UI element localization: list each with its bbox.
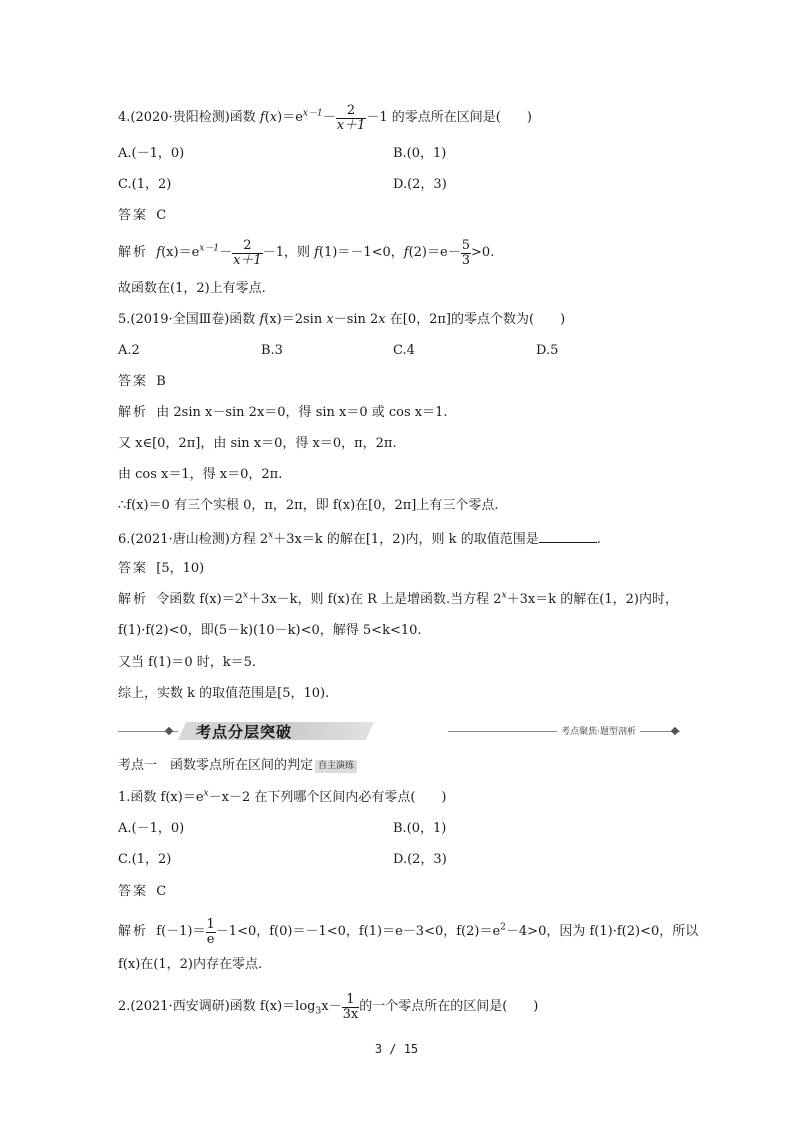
q5-solution-1: 解析 由 2sin x－sin 2x＝0，得 sin x＝0 或 cos x＝1. (118, 405, 448, 420)
q4-option-b: B.(0，1) (393, 146, 447, 161)
topic-heading: 考点一 函数零点所在区间的判定 自主演练 (118, 758, 357, 774)
topic-badge: 自主演练 (315, 760, 357, 773)
q4-solution: 解析 $f(x)=e^{x-1}-$ $\frac{2}{x+1}$ －1，则 f(1)＝－1<0，f(2)＝e－ $\frac{5}{3}$ >0. (118, 238, 495, 268)
q4-option-d: D.(2，3) (393, 177, 447, 192)
q4-solution-fraction: $\frac{2}{x+1}$ (233, 238, 262, 268)
q4-answer: 答案 C (118, 208, 167, 223)
section-tag: 考点聚焦·题型剖析 (557, 724, 640, 737)
p1-option-d: D.(2，3) (393, 852, 447, 867)
p1-option-a: A.(－1，0) (118, 821, 185, 836)
page-number: 3 / 15 (374, 1042, 419, 1056)
diamond-icon (165, 727, 173, 735)
answer-blank (539, 530, 597, 543)
p1-option-b: B.(0，1) (393, 821, 447, 836)
p1-option-c: C.(1，2) (118, 852, 172, 867)
q4-solution-fraction-2: $\frac{5}{3}$ (461, 238, 470, 268)
q6-stem: 6.(2021·唐山检测)方程 $2^x+3x=k$ 的解在[1，2)内，则 k 的取值范围是 . (118, 530, 601, 547)
section-title: 考点分层突破 (196, 723, 293, 741)
q5-option-c: C.4 (393, 343, 415, 358)
p1-stem: 1.函数 $f(x)=e^x-x-2$ 在下列哪个区间内必有零点( ) (118, 788, 447, 805)
p1-solution-1: 解析 f(－1)＝ $\frac{1}{e}$ －1<0，f(0)＝－1<0，f(1)＝e－3<0，$f(2)=e^2-4>0$，因为 f(1)·f(2)<0，所以 (118, 917, 699, 947)
p1-solution-2: f(x)在(1，2)内存在零点. (118, 957, 263, 972)
q5-answer: 答案 B (118, 374, 166, 389)
q4-stem: 4.(2020·贵阳检测)函数 $f(x)=e^{x-1}-$ $\frac{2}{x+1}$ －1 的零点所在区间是( ) (118, 103, 532, 133)
q5-option-d: D.5 (536, 343, 559, 358)
q6-answer: 答案 [5，10) (118, 561, 205, 576)
q5-solution-3: 由 cos x＝1，得 x＝0，2π. (118, 467, 283, 482)
q4-option-a: A.(－1，0) (118, 146, 185, 161)
p2-stem: 2.(2021·西安调研)函数 $f(x)=\log_3x-$ $\frac{1}{3x}$ 的一个零点所在的区间是( ) (118, 992, 539, 1022)
q5-solution-2: 又 x∈[0，2π]，由 sin x＝0，得 x＝0，π，2π. (118, 436, 397, 451)
q5-solution-4: ∴f(x)＝0 有三个实根 0，π，2π，即 f(x)在[0，2π]上有三个零点. (118, 498, 499, 513)
q6-solution-2: f(1)·f(2)<0，即(5－k)(10－k)<0，解得 5<k<10. (118, 623, 422, 638)
q5-stem: 5.(2019·全国Ⅲ卷)函数 f(x)＝2sin x－sin 2x 在[0，2π]的零点个数为( ) (118, 312, 566, 327)
q4-fraction: $\frac{2}{x+1}$ (336, 103, 366, 133)
q5-option-b: B.3 (261, 343, 283, 358)
p1-fraction: $\frac{1}{e}$ (206, 917, 215, 947)
q4-option-c: C.(1，2) (118, 177, 172, 192)
q6-solution-1: 解析 令函数 $f(x)=2^x+3x-k$，则 f(x)在 R 上是增函数.当方程 $2^x+3x=k$ 的解在(1，2)内时， (118, 590, 678, 607)
p2-fraction: $\frac{1}{3x}$ (342, 992, 359, 1022)
section-header (118, 722, 680, 740)
q4-conclusion: 故函数在(1，2)上有零点. (118, 281, 266, 296)
q6-solution-4: 综上，实数 k 的取值范围是[5，10). (118, 686, 330, 701)
diamond-icon (671, 727, 679, 735)
p1-answer: 答案 C (118, 884, 167, 899)
q6-solution-3: 又当 f(1)＝0 时，k＝5. (118, 655, 257, 670)
q5-option-a: A.2 (118, 343, 140, 358)
